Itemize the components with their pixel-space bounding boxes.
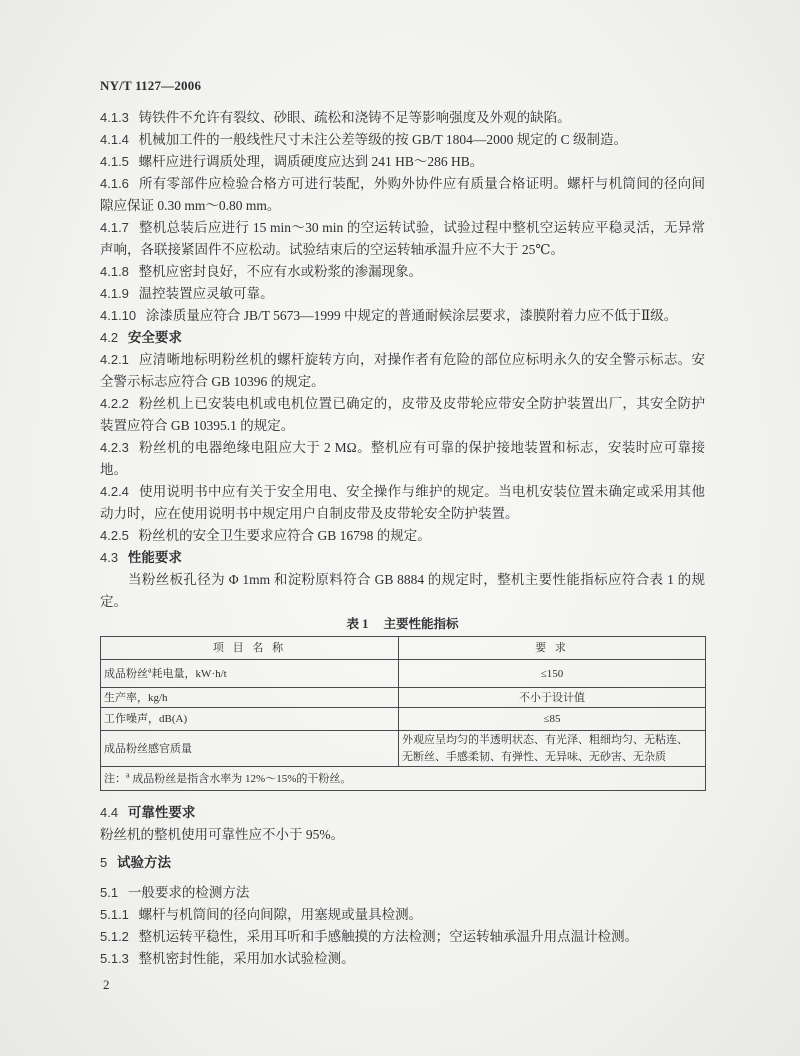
table-cell-item: 成品粉丝感官质量 [101, 731, 399, 767]
requirement-line: 外观应呈均匀的半透明状态、有光泽、粗细均匀、无粘连、 [402, 733, 688, 746]
clause-4-2-3-line-2 [100, 459, 705, 481]
table-row [101, 660, 706, 688]
document-body [100, 107, 705, 996]
table-caption [100, 613, 705, 636]
page-number: 2 [103, 977, 110, 992]
footnote-marker: a [126, 769, 130, 779]
section-title: 性能要求 [127, 550, 182, 565]
clause-5-1-1 [100, 904, 705, 926]
clause-text: 地。 [100, 462, 127, 477]
clause-number: 4.2.4 [100, 484, 129, 499]
clause-text: 粉丝机的电器绝缘电阻应大于 2 MΩ。整机应有可靠的保护接地装置和标志，安装时应可靠接 [138, 440, 705, 455]
section-title: 可靠性要求 [127, 805, 196, 820]
clause-number: 4.2.1 [100, 352, 129, 367]
clause-4-2-1 [100, 349, 705, 371]
paragraph-4-4 [100, 824, 705, 846]
note-text: 成品粉丝是指含水率为 12%～15%的干粉丝。 [129, 772, 352, 785]
table-note [101, 767, 706, 791]
clause-4-1-7 [100, 217, 705, 239]
paragraph-4-3-line-2 [100, 591, 705, 613]
table-cell-requirement: ≤85 [399, 708, 706, 731]
clause-4-2-4-line-2 [100, 503, 705, 525]
section-heading-4-2 [100, 327, 705, 349]
section-number: 5.1 [100, 885, 119, 900]
clause-4-1-6-line-2 [100, 195, 705, 217]
clause-number: 4.2.2 [100, 396, 129, 411]
clause-text: 隙应保证 0.30 mm～0.80 mm。 [100, 198, 281, 213]
paragraph-text: 定。 [100, 594, 127, 609]
section-heading-5 [100, 852, 705, 874]
section-title: 安全要求 [127, 330, 182, 345]
clause-text: 整机密封性能，采用加水试验检测。 [138, 951, 355, 966]
section-heading-4-4 [100, 802, 705, 824]
table-header-item: 项 目 名 称 [101, 637, 399, 660]
clause-text: 全警示标志应符合 GB 10396 的规定。 [100, 374, 325, 389]
clause-text: 声响，各联接紧固件不应松动。试验结束后的空运转轴承温升应不大于 25℃。 [100, 242, 564, 257]
clause-number: 4.1.10 [100, 308, 137, 323]
section-title: 一般要求的检测方法 [127, 885, 250, 900]
clause-4-2-5 [100, 525, 705, 547]
item-text: 耗电量，kW·h/t [151, 667, 227, 680]
clause-text: 机械加工件的一般线性尺寸未注公差等级的按 GB/T 1804—2000 规定的 C 级制造。 [138, 132, 628, 147]
clause-4-2-2-line-2 [100, 415, 705, 437]
section-heading-5-1 [100, 882, 705, 904]
clause-text: 整机应密封良好，不应有水或粉浆的渗漏现象。 [138, 264, 423, 279]
clause-4-2-4 [100, 481, 705, 503]
clause-4-1-4 [100, 129, 705, 151]
clause-4-1-8 [100, 261, 705, 283]
clause-number: 4.1.6 [100, 176, 129, 191]
section-number: 4.3 [100, 550, 119, 565]
section-number: 4.2 [100, 330, 119, 345]
section-number: 4.4 [100, 805, 119, 820]
clause-text: 所有零部件应检验合格方可进行装配，外购外协件应有质量合格证明。螺杆与机筒间的径向间 [138, 176, 705, 191]
table-row [101, 708, 706, 731]
clause-4-1-10 [100, 305, 705, 327]
requirement-line: 无断丝、手感柔韧、有弹性、无异味、无砂害、无杂质 [402, 750, 666, 763]
table-note-row [101, 767, 706, 791]
table-header-row [101, 637, 706, 660]
clause-number: 4.1.5 [100, 154, 129, 169]
clause-text: 螺杆与机筒间的径向间隙，用塞规或量具检测。 [138, 907, 423, 922]
clause-text: 涂漆质量应符合 JB/T 5673—1999 中规定的普通耐候涂层要求，漆膜附着力应不低于Ⅱ级。 [145, 308, 678, 323]
clause-4-1-9 [100, 283, 705, 305]
item-text: 成品粉丝 [104, 667, 148, 680]
clause-text: 螺杆应进行调质处理，调质硬度应达到 241 HB～286 HB。 [138, 154, 484, 169]
clause-5-1-2 [100, 926, 705, 948]
clause-number: 5.1.2 [100, 929, 129, 944]
table-cell-item: 生产率，kg/h [101, 688, 399, 708]
clause-4-1-5 [100, 151, 705, 173]
table-cell-requirement: ≤150 [399, 660, 706, 688]
section-title: 试验方法 [116, 855, 171, 870]
clause-text: 整机总装后应进行 15 min～30 min 的空运转试验，试验过程中整机空运转应平稳灵活，无异常 [138, 220, 705, 235]
note-label: 注： [104, 772, 126, 785]
clause-text: 动力时，应在使用说明书中规定用户自制皮带及皮带轮安全防护装置。 [100, 506, 519, 521]
clause-number: 5.1.3 [100, 951, 129, 966]
clause-4-1-6 [100, 173, 705, 195]
table-caption-number: 表 1 [346, 617, 369, 631]
table-caption-title: 主要性能指标 [383, 617, 459, 631]
section-number: 5 [100, 855, 108, 870]
paragraph-text: 当粉丝板孔径为 Φ 1mm 和淀粉原料符合 GB 8884 的规定时，整机主要性能指标应符合表 1 的规 [128, 572, 705, 587]
table-row [101, 688, 706, 708]
clause-number: 4.1.3 [100, 110, 129, 125]
table-cell-item: 工作噪声，dB(A) [101, 708, 399, 731]
clause-4-2-1-line-2 [100, 371, 705, 393]
clause-number: 5.1.1 [100, 907, 129, 922]
clause-4-2-2 [100, 393, 705, 415]
clause-text: 铸铁件不允许有裂纹、砂眼、疏松和浇铸不足等影响强度及外观的缺陷。 [138, 110, 571, 125]
clause-text: 装置应符合 GB 10395.1 的规定。 [100, 418, 295, 433]
clause-5-1-3 [100, 948, 705, 970]
clause-4-1-7-line-2 [100, 239, 705, 261]
clause-text: 粉丝机上已安装电机或电机位置已确定的，皮带及皮带轮应带安全防护装置出厂，其安全防护 [138, 396, 705, 411]
paragraph-text: 粉丝机的整机使用可靠性应不小于 95%。 [100, 827, 345, 842]
clause-text: 粉丝机的安全卫生要求应符合 GB 16798 的规定。 [138, 528, 431, 543]
clause-text: 使用说明书中应有关于安全用电、安全操作与维护的规定。当电机安装位置未确定或采用其他 [138, 484, 705, 499]
clause-number: 4.1.8 [100, 264, 129, 279]
section-heading-4-3 [100, 547, 705, 569]
document-code: NY/T 1127—2006 [100, 78, 202, 93]
paragraph-4-3 [100, 569, 705, 591]
clause-4-2-3 [100, 437, 705, 459]
clause-number: 4.1.9 [100, 286, 129, 301]
clause-number: 4.1.7 [100, 220, 129, 235]
table-cell-item [101, 660, 399, 688]
clause-text: 整机运转平稳性，采用耳听和手感触摸的方法检测；空运转轴承温升用点温计检测。 [138, 929, 639, 944]
table-header-requirement: 要 求 [399, 637, 706, 660]
clause-number: 4.1.4 [100, 132, 129, 147]
table-cell-requirement: 不小于设计值 [399, 688, 706, 708]
clause-text: 温控装置应灵敏可靠。 [138, 286, 274, 301]
clause-4-1-3 [100, 107, 705, 129]
table-row [101, 731, 706, 767]
clause-number: 4.2.5 [100, 528, 129, 543]
clause-text: 应清晰地标明粉丝机的螺杆旋转方向，对操作者有危险的部位应标明永久的安全警示标志。安 [138, 352, 705, 367]
clause-number: 4.2.3 [100, 440, 129, 455]
table-cell-requirement [399, 731, 706, 767]
table-1 [100, 636, 706, 791]
footnote-marker: a [148, 664, 152, 674]
